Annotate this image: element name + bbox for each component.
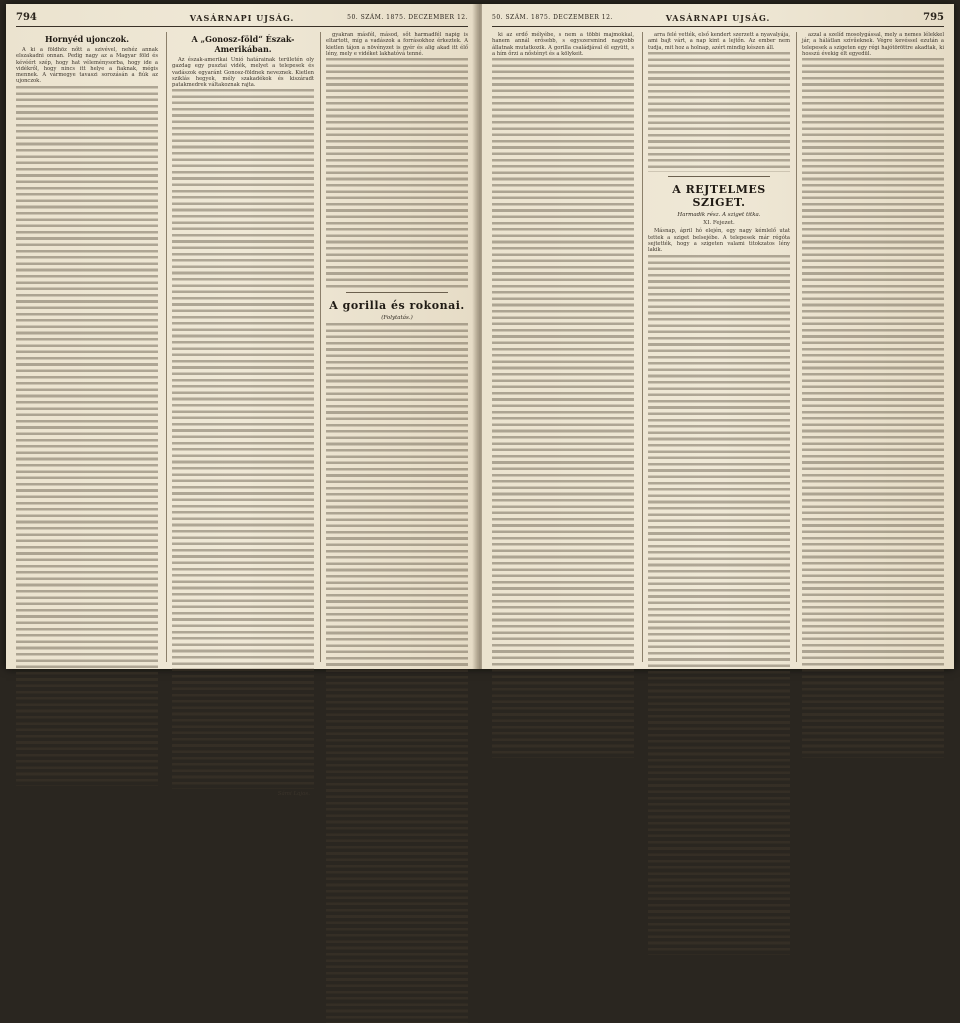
text-block [326, 323, 468, 1023]
right-page [482, 4, 954, 669]
left-column-2 [172, 32, 314, 798]
column-divider [642, 32, 643, 662]
article-subtitle: Harmadik rész. A sziget titka. [677, 211, 761, 218]
section-rule [346, 292, 448, 293]
left-page-number: 794 [16, 12, 37, 23]
section-rule [668, 176, 770, 177]
right-column-2 [648, 32, 790, 662]
article-title-gonosz-fold: A „Gonosz-föld“ Észak-Amerikában. [191, 34, 295, 54]
left-page-header [16, 12, 468, 27]
right-column-3 [802, 32, 944, 662]
article-text: Másnap, ápril hó elején, egy nagy kémlelő utat tettek a sziget belsejébe. A telepesek már régóta sejtették, hogy a szigeten valami titokzatos lény lakik. [648, 228, 790, 254]
left-page [6, 4, 478, 798]
article-text: gyakran másfél, másod, sőt harmadfél napig is eltartott, míg a vadászok a forrásokhoz érkeztek. A kietlen tájon a növényzet is gyér és alig akad itt élő lény, mely e vidéket lakhatóvá tenné. [326, 32, 468, 57]
article-text: azzal a szelíd mosolygással, mely a nemes lélekkel jár, a hálátlan szívűeknek. Végre kevéssel ezután a telepesek a szigeten egy régi hajótöröttre akadtak, ki hosszú évekig élt egyedül. [802, 32, 944, 57]
chapter-heading: XI. Fejezet. [703, 220, 735, 227]
text-block [648, 255, 790, 955]
column-divider [166, 32, 167, 662]
newspaper-spread [6, 4, 954, 798]
text-block [16, 86, 158, 786]
article-text: ki az erdő mélyébe, s nem a többi majmokkal, hanem annál erősebb, s egyszersmind nagyobb állatnak mutatkozik. A gorilla családjával él együtt, s a hím őrzi a nőstényt és a kölykeit. [492, 32, 634, 57]
article-text: arra felé vették, első kendert szerzett a nyavalyája, ami bajt várt, a nap kint a lejtőn. Az ember nem tudja, mit hoz a holnap, azért mindig készen áll. [648, 32, 790, 51]
right-page-date: 50. SZÁM. 1875. DECZEMBER 12. [492, 14, 613, 21]
article-signature: Sámi Lajos. [277, 791, 310, 798]
right-page-header [492, 12, 944, 27]
right-column-1 [492, 32, 634, 662]
article-title-rejtelmes-sziget: A REJTELMES SZIGET. [672, 182, 766, 209]
left-column-3 [326, 32, 468, 662]
left-page-masthead: VASÁRNAPI UJSÁG. [189, 13, 295, 23]
article-text: Az észak-amerikai Unió határainak területén oly gazdag egy pusztai vidék, melyet a telepesek és vadászok egyaránt Gonosz-földnek neveznek. Kietlen sziklás hegyek, mély szakadékok és kiszáradt patakmedrek váltakoznak rajta. [172, 57, 314, 89]
article-title-hornyed: Hornyéd ujonczok. [45, 34, 129, 44]
column-divider [320, 32, 321, 662]
left-column-1 [16, 32, 158, 662]
article-title-gorilla: A gorilla és rokonai. [329, 299, 465, 313]
text-block [802, 58, 944, 758]
text-block [172, 89, 314, 789]
column-divider [796, 32, 797, 662]
left-page-date: 50. SZÁM. 1875. DECZEMBER 12. [347, 14, 468, 21]
article-subtitle: (Folytatás.) [381, 315, 413, 322]
right-page-masthead: VASÁRNAPI UJSÁG. [665, 13, 771, 23]
right-page-number: 795 [923, 12, 944, 23]
article-text: A ki a földhöz nőtt a szivével, nehéz annak elszakadni onnan. Pedig nagy az a Magyar föld és kévéért szép, hogy hat véleménysorba, hogy ide a vidékről, hogy nincs itt helye a fiaknak, mégis mennek. A vármegye tavaszi sorozásán a fiúk az ujonczok. [16, 47, 158, 85]
text-block [492, 58, 634, 758]
text-block [326, 58, 468, 288]
text-block [648, 52, 790, 172]
